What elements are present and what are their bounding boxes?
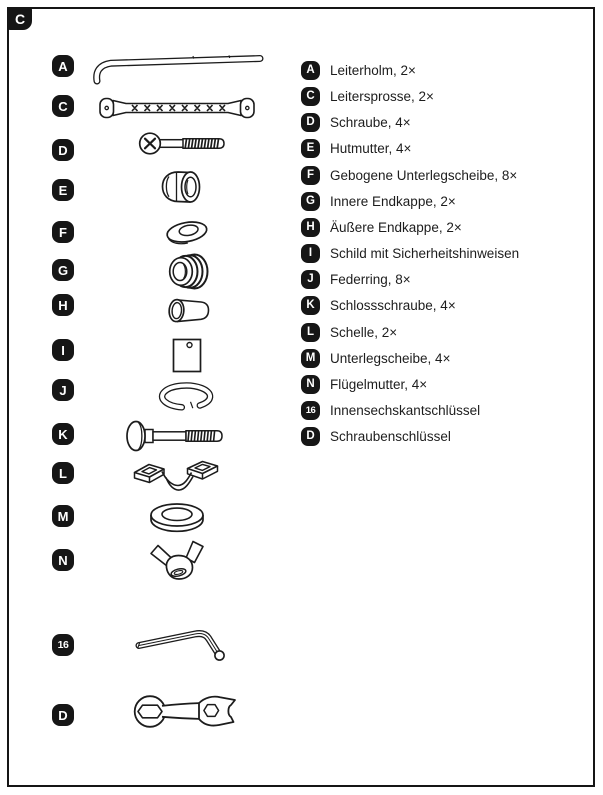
legend-badge-k: K — [301, 296, 320, 315]
legend-badge-n: N — [301, 375, 320, 394]
part-badge-n: N — [52, 549, 74, 571]
wrench-icon — [131, 691, 243, 731]
wing-nut-icon — [145, 536, 209, 582]
legend-row-m — [301, 348, 450, 368]
legend-badge-h: H — [301, 218, 320, 237]
page-section-label: C — [8, 8, 32, 30]
legend-badge-16: 16 — [301, 401, 320, 420]
legend-row-f — [301, 165, 517, 185]
legend-label-n: Flügelmutter, 4× — [330, 376, 428, 392]
part-badge-a: A — [52, 55, 74, 77]
ladder-rung-icon — [98, 94, 256, 122]
part-badge-j: J — [52, 379, 74, 401]
legend-label-m: Unterlegscheibe, 4× — [330, 350, 451, 366]
legend-row-i — [301, 243, 519, 263]
legend-row-k — [301, 295, 456, 315]
safety-label-icon — [171, 337, 203, 374]
part-badge-l: L — [52, 462, 74, 484]
legend-badge-a: A — [301, 61, 320, 80]
legend-row-l — [301, 322, 397, 342]
legend-badge-f: F — [301, 166, 320, 185]
carriage-bolt-icon — [125, 418, 229, 454]
legend-badge-c: C — [301, 87, 320, 106]
clamp-icon — [132, 456, 220, 496]
legend-label-i: Schild mit Sicherheitshinweisen — [330, 245, 520, 261]
cap-nut-icon — [157, 165, 205, 207]
legend-label-h: Äußere Endkappe, 2× — [330, 219, 462, 235]
part-badge-g: G — [52, 259, 74, 281]
legend-label-d: Schraube, 4× — [330, 114, 411, 130]
part-badge-h: H — [52, 294, 74, 316]
legend-badge-l: L — [301, 323, 320, 342]
part-badge-k: K — [52, 423, 74, 445]
hex-key-icon — [133, 626, 231, 668]
spring-washer-icon — [157, 381, 215, 414]
legend-label-l: Schelle, 2× — [330, 324, 398, 340]
ladder-rail-icon — [90, 52, 275, 86]
part-badge-16: 16 — [52, 634, 74, 656]
legend-badge-m: M — [301, 349, 320, 368]
part-badge-d-tool: D — [52, 704, 74, 726]
legend-row-c — [301, 86, 434, 106]
legend-label-g: Innere Endkappe, 2× — [330, 193, 456, 209]
legend-label-f: Gebogene Unterlegscheibe, 8× — [330, 167, 518, 183]
legend-badge-j: J — [301, 270, 320, 289]
legend-label-d-tool: Schraubenschlüssel — [330, 428, 451, 444]
legend-badge-e: E — [301, 139, 320, 158]
legend-row-d-tool — [301, 426, 451, 446]
part-badge-m: M — [52, 505, 74, 527]
legend-row-n — [301, 374, 427, 394]
curved-washer-icon — [163, 219, 211, 246]
part-badge-e: E — [52, 179, 74, 201]
part-badge-d: D — [52, 139, 74, 161]
washer-icon — [148, 501, 206, 535]
legend-row-a — [301, 60, 416, 80]
legend-row-e — [301, 138, 411, 158]
inner-end-cap-icon — [164, 252, 211, 291]
outer-end-cap-icon — [167, 297, 212, 326]
screw-icon — [138, 129, 228, 158]
legend-badge-g: G — [301, 192, 320, 211]
legend-badge-d: D — [301, 113, 320, 132]
legend-label-a: Leiterholm, 2× — [330, 62, 416, 78]
part-badge-f: F — [52, 221, 74, 243]
legend-row-j — [301, 269, 411, 289]
legend-row-h — [301, 217, 462, 237]
legend-badge-i: I — [301, 244, 320, 263]
legend-row-d — [301, 112, 411, 132]
legend-label-c: Leitersprosse, 2× — [330, 88, 434, 104]
legend-label-j: Federring, 8× — [330, 271, 411, 287]
legend-row-16 — [301, 400, 480, 420]
legend-label-k: Schlossschraube, 4× — [330, 297, 456, 313]
legend-badge-d-tool: D — [301, 427, 320, 446]
part-badge-i: I — [52, 339, 74, 361]
legend-label-e: Hutmutter, 4× — [330, 140, 412, 156]
part-badge-c: C — [52, 95, 74, 117]
legend-row-g — [301, 191, 456, 211]
legend-label-16: Innensechskantschlüssel — [330, 402, 481, 418]
